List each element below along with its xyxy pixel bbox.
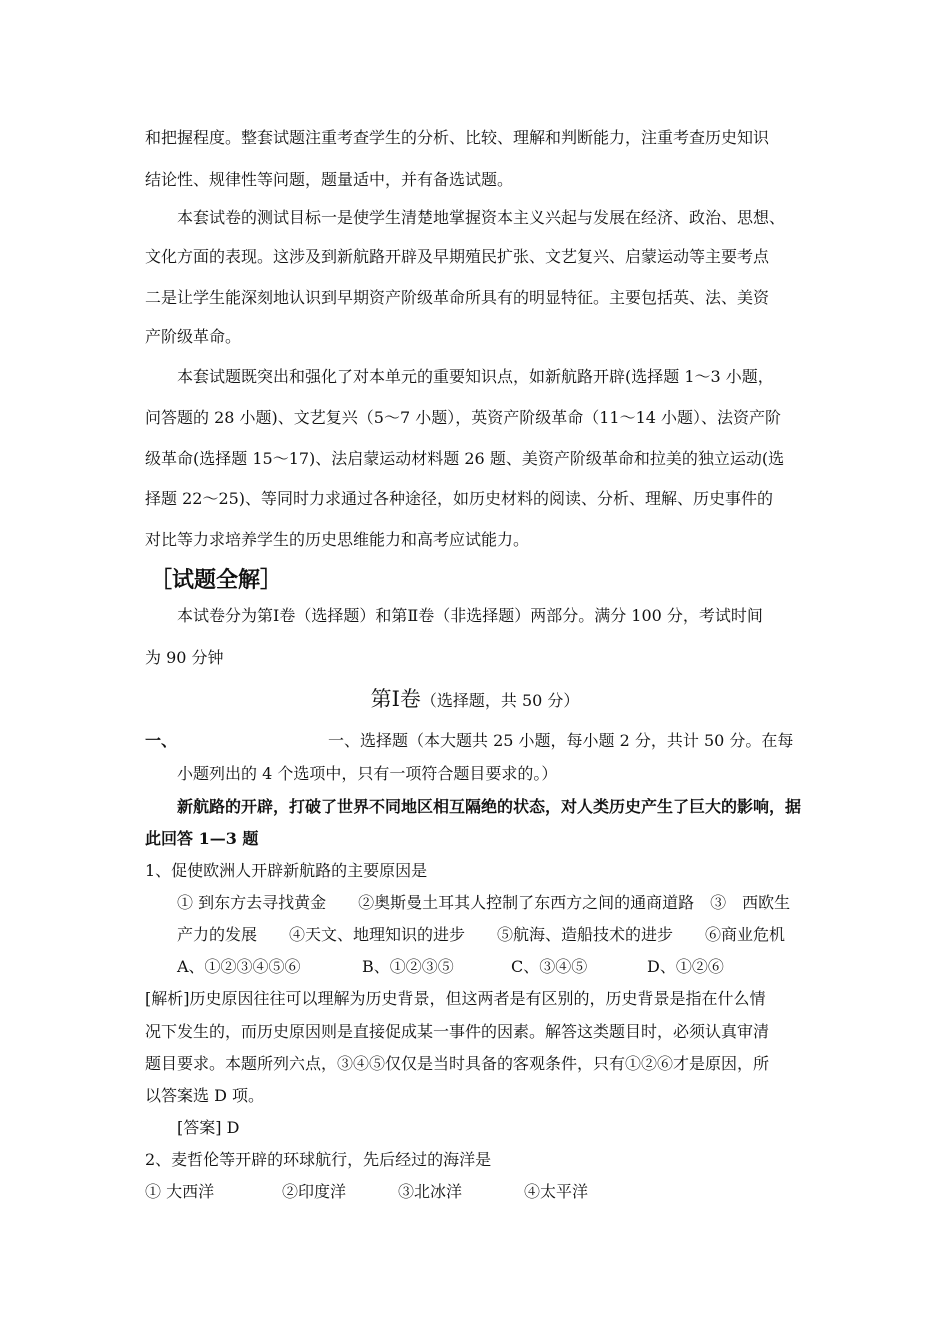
intro-paragraph-2-line-2: 文化方面的表现。这涉及到新航路开辟及早期殖民扩张、文艺复兴、启蒙运动等主要考点: [145, 247, 770, 266]
question-1-answer: [答案] D: [177, 1118, 240, 1137]
intro-paragraph-2-line-3: 二是让学生能深刻地认识到早期资产阶级革命所具有的明显特征。主要包括英、法、美资: [145, 288, 770, 307]
question-1-analysis-line-4: 以答案选 D 项。: [145, 1086, 265, 1105]
question-1-option-a: A、①②③④⑤⑥: [177, 957, 301, 976]
intro-paragraph-2-line-1: 本套试卷的测试目标一是使学生清楚地掌握资本主义兴起与发展在经济、政治、思想、: [177, 208, 786, 227]
intro-paragraph-3-line-1: 本套试题既突出和强化了对本单元的重要知识点，如新航路开辟(选择题 1～3 小题，: [177, 367, 774, 386]
question-group-intro-line-2: 此回答 1—3 题: [145, 829, 259, 848]
question-group-intro-line-1: 新航路的开辟，打破了世界不同地区相互隔绝的状态，对人类历史产生了巨大的影响，据: [177, 797, 802, 816]
exam-info-line-1: 本试卷分为第Ⅰ卷（选择题）和第Ⅱ卷（非选择题）两部分。满分 100 分，考试时间: [177, 606, 763, 625]
question-1-option-c: C、③④⑤: [511, 957, 588, 976]
question-1-option-d: D、①②⑥: [647, 957, 724, 976]
intro-paragraph-3-line-4: 择题 22～25)、等同时力求通过各种途径，如历史材料的阅读、分析、理解、历史事件的: [145, 489, 774, 508]
question-1-analysis-line-3: 题目要求。本题所列六点，③④⑤仅仅是当时具备的客观条件，只有①②⑥才是原因，所: [145, 1054, 770, 1073]
intro-paragraph-3-line-5: 对比等力求培养学生的历史思维能力和高考应试能力。: [145, 530, 530, 549]
intro-paragraph-1-line-1: 和把握程度。整套试题注重考查学生的分析、比较、理解和判断能力，注重考查历史知识: [145, 128, 770, 147]
part-title: [0, 683, 950, 713]
question-2-option-3: ③北冰洋: [398, 1182, 463, 1201]
part-title-sub: （选择题，共 50 分）: [420, 691, 580, 710]
section-1-instruction-line-1: 一、选择题（本大题共 25 小题，每小题 2 分，共计 50 分。在每: [328, 731, 794, 750]
intro-paragraph-1-line-2: 结论性、规律性等问题，题量适中，并有备选试题。: [145, 170, 514, 189]
question-2-option-4: ④太平洋: [524, 1182, 589, 1201]
question-2-option-1: ① 大西洋: [145, 1182, 215, 1201]
intro-paragraph-3-line-3: 级革命(选择题 15～17)、法启蒙运动材料题 26 题、美资产阶级革命和拉美的独立运动(选: [145, 449, 785, 468]
intro-paragraph-2-line-4: 产阶级革命。: [145, 327, 242, 346]
question-1-option-b: B、①②③⑤: [362, 957, 454, 976]
section-heading: ［试题全解］: [150, 568, 283, 593]
question-1-analysis-line-2: 况下发生的，而历史原因则是直接促成某一事件的因素。解答这类题目时，必须认真审清: [145, 1022, 770, 1041]
exam-info-line-2: 为 90 分钟: [145, 648, 224, 667]
question-2-stem: 2、麦哲伦等开辟的环球航行，先后经过的海洋是: [145, 1150, 492, 1169]
question-1-items-line-2: 产力的发展 ④天文、地理知识的进步 ⑤航海、造船技术的进步 ⑥商业危机: [177, 925, 786, 944]
question-2-option-2: ②印度洋: [282, 1182, 347, 1201]
part-title-main: 第Ⅰ卷: [370, 687, 421, 711]
section-1-instruction-line-2: 小题列出的 4 个选项中，只有一项符合题目要求的。）: [177, 764, 558, 783]
section-number: 一、: [145, 731, 178, 750]
question-1-stem: 1、促使欧洲人开辟新航路的主要原因是: [145, 861, 428, 880]
question-1-analysis-line-1: [解析]历史原因往往可以理解为历史背景，但这两者是有区别的，历史背景是指在什么情: [145, 989, 766, 1008]
question-1-items-line-1: ① 到东方去寻找黄金 ②奥斯曼土耳其人控制了东西方之间的通商道路 ③ 西欧生: [177, 893, 791, 912]
intro-paragraph-3-line-2: 问答题的 28 小题)、文艺复兴（5～7 小题），英资产阶级革命（11～14 小题）、法资产阶: [145, 408, 782, 427]
